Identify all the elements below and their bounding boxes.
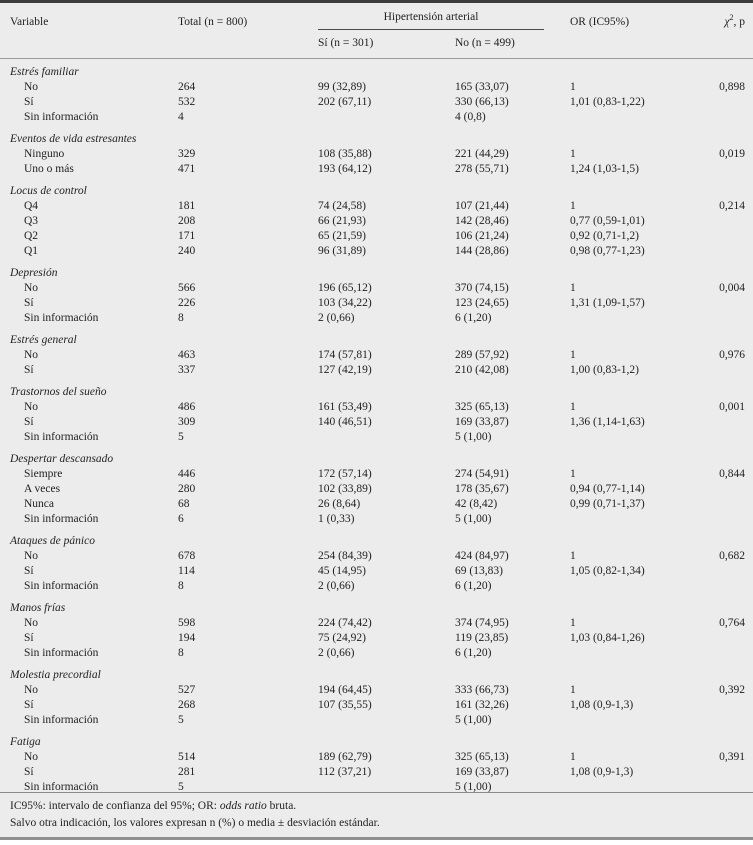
row-label: Q1 bbox=[24, 245, 39, 257]
cell-yes: 254 (84,39) bbox=[318, 550, 372, 562]
variable-section bbox=[10, 668, 745, 728]
cell-total: 281 bbox=[178, 766, 196, 778]
cell-yes: 172 (57,14) bbox=[318, 468, 372, 480]
header-row-2 bbox=[10, 30, 745, 58]
cell-total: 171 bbox=[178, 230, 196, 242]
cell-or: 1,08 (0,9-1,3) bbox=[570, 699, 634, 711]
cell-no: 69 (13,83) bbox=[455, 565, 503, 577]
cell-yes: 112 (37,21) bbox=[318, 766, 372, 778]
col-header-no: No (n = 499) bbox=[455, 37, 515, 49]
chi-symbol: χ bbox=[724, 16, 730, 28]
section-title: Manos frías bbox=[10, 602, 66, 614]
cell-p bbox=[690, 497, 745, 512]
cell-no: 5 (1,00) bbox=[455, 431, 492, 443]
row-label: No bbox=[24, 401, 39, 413]
row-label: No bbox=[24, 282, 39, 294]
row-label: Sin información bbox=[24, 580, 99, 592]
table-row bbox=[10, 482, 745, 497]
cell-p: 0,976 bbox=[719, 349, 745, 361]
row-label: Uno o más bbox=[24, 163, 74, 175]
table-row bbox=[10, 467, 745, 482]
row-label: Sin información bbox=[24, 513, 99, 525]
cell-p: 0,844 bbox=[719, 468, 745, 480]
table-row bbox=[10, 147, 745, 162]
row-label: Sin información bbox=[24, 714, 99, 726]
table-body bbox=[0, 59, 753, 792]
cell-no: 123 (24,65) bbox=[455, 297, 509, 309]
variable-section bbox=[10, 534, 745, 594]
cell-p: 0,392 bbox=[719, 684, 745, 696]
cell-total: 337 bbox=[178, 364, 196, 376]
section-title: Despertar descansado bbox=[10, 453, 114, 465]
cell-total: 309 bbox=[178, 416, 196, 428]
variable-section bbox=[10, 132, 745, 177]
table-row bbox=[10, 780, 745, 792]
table-row bbox=[10, 579, 745, 594]
cell-or: 1 bbox=[570, 282, 576, 294]
row-label: A veces bbox=[24, 483, 61, 495]
cell-or bbox=[570, 780, 690, 792]
row-label: Ninguno bbox=[24, 148, 65, 160]
cell-or: 1,05 (0,82-1,34) bbox=[570, 565, 645, 577]
cell-p: 0,001 bbox=[719, 401, 745, 413]
cell-p bbox=[690, 765, 745, 780]
cell-yes: 66 (21,93) bbox=[318, 215, 366, 227]
footnote-abbreviations bbox=[10, 798, 743, 815]
table-row bbox=[10, 646, 745, 661]
col-header-yes: Sí (n = 301) bbox=[318, 37, 374, 49]
row-label: Sin información bbox=[24, 312, 99, 324]
cell-total: 514 bbox=[178, 751, 196, 763]
cell-total: 678 bbox=[178, 550, 196, 562]
table-row bbox=[10, 683, 745, 698]
table-row bbox=[10, 296, 745, 311]
table-row bbox=[10, 214, 745, 229]
variable-section bbox=[10, 266, 745, 326]
cell-yes: 2 (0,66) bbox=[318, 580, 355, 592]
row-label: Q3 bbox=[24, 215, 39, 227]
cell-p: 0,391 bbox=[719, 751, 745, 763]
row-label: Q4 bbox=[24, 200, 39, 212]
cell-yes: 140 (46,51) bbox=[318, 416, 372, 428]
cell-yes bbox=[318, 430, 455, 445]
cell-no: 274 (54,91) bbox=[455, 468, 509, 480]
col-header-variable: Variable bbox=[10, 16, 49, 28]
cell-no: 6 (1,20) bbox=[455, 312, 492, 324]
row-label: Sí bbox=[24, 96, 34, 108]
cell-yes bbox=[318, 110, 455, 125]
cell-or bbox=[570, 713, 690, 728]
cell-or: 1 bbox=[570, 468, 576, 480]
cell-no: 178 (35,67) bbox=[455, 483, 509, 495]
cell-no: 5 (1,00) bbox=[455, 714, 492, 726]
cell-yes: 2 (0,66) bbox=[318, 312, 355, 324]
variable-section bbox=[10, 601, 745, 661]
cell-p: 0,004 bbox=[719, 282, 745, 294]
cell-p bbox=[690, 631, 745, 646]
cell-p bbox=[690, 780, 745, 792]
cell-p bbox=[690, 311, 745, 326]
row-label: No bbox=[24, 550, 39, 562]
cell-or: 1 bbox=[570, 349, 576, 361]
section-title: Trastornos del sueño bbox=[10, 386, 107, 398]
cell-p bbox=[690, 95, 745, 110]
table-row bbox=[10, 512, 745, 527]
cell-or: 1,08 (0,9-1,3) bbox=[570, 766, 634, 778]
cell-p: 0,764 bbox=[719, 617, 745, 629]
cell-or bbox=[570, 646, 690, 661]
cell-or: 1 bbox=[570, 148, 576, 160]
cell-yes: 99 (32,89) bbox=[318, 81, 366, 93]
cell-or bbox=[570, 512, 690, 527]
cell-total: 5 bbox=[178, 714, 184, 726]
cell-no: 42 (8,42) bbox=[455, 498, 498, 510]
cell-no: 325 (65,13) bbox=[455, 401, 509, 413]
cell-p bbox=[690, 110, 745, 125]
col-header-or: OR (IC95%) bbox=[570, 16, 630, 28]
cell-no: 374 (74,95) bbox=[455, 617, 509, 629]
section-title: Estrés familiar bbox=[10, 66, 79, 78]
cell-p bbox=[690, 415, 745, 430]
cell-or: 1 bbox=[570, 684, 576, 696]
table-row bbox=[10, 400, 745, 415]
cell-total: 4 bbox=[178, 111, 184, 123]
cell-or: 1 bbox=[570, 617, 576, 629]
cell-total: 527 bbox=[178, 684, 196, 696]
cell-no: 107 (21,44) bbox=[455, 200, 509, 212]
cell-or: 1,36 (1,14-1,63) bbox=[570, 416, 645, 428]
cell-or: 0,98 (0,77-1,23) bbox=[570, 245, 645, 257]
cell-or: 1 bbox=[570, 550, 576, 562]
variable-section bbox=[10, 184, 745, 259]
cell-yes: 2 (0,66) bbox=[318, 647, 355, 659]
cell-or: 1,24 (1,03-1,5) bbox=[570, 163, 639, 175]
cell-total: 463 bbox=[178, 349, 196, 361]
cell-yes: 26 (8,64) bbox=[318, 498, 361, 510]
chi-exponent: 2 bbox=[729, 13, 734, 23]
cell-no: 221 (44,29) bbox=[455, 148, 509, 160]
row-label: No bbox=[24, 81, 39, 93]
cell-or: 1 bbox=[570, 751, 576, 763]
cell-p bbox=[690, 244, 745, 259]
cell-no: 169 (33,87) bbox=[455, 416, 509, 428]
row-label: Sin información bbox=[24, 647, 99, 659]
table-row bbox=[10, 549, 745, 564]
table-row bbox=[10, 162, 745, 177]
cell-no: 161 (32,26) bbox=[455, 699, 509, 711]
table-row bbox=[10, 698, 745, 713]
row-label: Sin información bbox=[24, 431, 99, 443]
cell-no: 330 (66,13) bbox=[455, 96, 509, 108]
table-row bbox=[10, 311, 745, 326]
cell-no: 5 (1,00) bbox=[455, 513, 492, 525]
table-row bbox=[10, 363, 745, 378]
row-label: Sí bbox=[24, 766, 34, 778]
table-row bbox=[10, 564, 745, 579]
cell-yes: 45 (14,95) bbox=[318, 565, 366, 577]
variable-section bbox=[10, 333, 745, 378]
row-label: Sí bbox=[24, 699, 34, 711]
cell-total: 280 bbox=[178, 483, 196, 495]
footnote-values-note: Salvo otra indicación, los valores expresan n (%) o media ± desviación estándar. bbox=[10, 816, 380, 829]
row-label: Sí bbox=[24, 565, 34, 577]
cell-total: 446 bbox=[178, 468, 196, 480]
cell-p bbox=[690, 564, 745, 579]
cell-total: 8 bbox=[178, 647, 184, 659]
cell-yes: 193 (64,12) bbox=[318, 163, 372, 175]
cell-yes: 202 (67,11) bbox=[318, 96, 372, 108]
cell-yes: 194 (64,45) bbox=[318, 684, 372, 696]
col-header-chi-squared-p bbox=[690, 15, 745, 30]
cell-no: 325 (65,13) bbox=[455, 751, 509, 763]
cell-yes: 189 (62,79) bbox=[318, 751, 372, 763]
chi-tail: , p bbox=[733, 16, 745, 28]
variable-section bbox=[10, 385, 745, 445]
section-title: Estrés general bbox=[10, 334, 77, 346]
cell-total: 194 bbox=[178, 632, 196, 644]
cell-p bbox=[690, 482, 745, 497]
cell-yes: 108 (35,88) bbox=[318, 148, 372, 160]
row-label: No bbox=[24, 751, 39, 763]
table-row bbox=[10, 631, 745, 646]
cell-p bbox=[690, 646, 745, 661]
cell-yes bbox=[318, 713, 455, 728]
row-label: Sí bbox=[24, 297, 34, 309]
cell-or bbox=[570, 311, 690, 326]
row-label: Sin información bbox=[24, 111, 99, 123]
section-title: Eventos de vida estresantes bbox=[10, 133, 137, 145]
table-header bbox=[0, 3, 753, 59]
variable-section bbox=[10, 65, 745, 125]
header-spacer bbox=[10, 36, 178, 51]
cell-or: 0,94 (0,77-1,14) bbox=[570, 483, 645, 495]
variable-section bbox=[10, 735, 745, 792]
cell-or: 0,77 (0,59-1,01) bbox=[570, 215, 645, 227]
cell-p: 0,898 bbox=[719, 81, 745, 93]
row-label: Sí bbox=[24, 632, 34, 644]
cell-total: 598 bbox=[178, 617, 196, 629]
cell-no: 333 (66,73) bbox=[455, 684, 509, 696]
table-row bbox=[10, 750, 745, 765]
cell-yes: 1 (0,33) bbox=[318, 513, 355, 525]
cell-p bbox=[690, 162, 745, 177]
col-header-total: Total (n = 800) bbox=[178, 16, 248, 28]
cell-p bbox=[690, 363, 745, 378]
cell-total: 226 bbox=[178, 297, 196, 309]
cell-no: 289 (57,92) bbox=[455, 349, 509, 361]
cell-no: 424 (84,97) bbox=[455, 550, 509, 562]
cell-total: 5 bbox=[178, 431, 184, 443]
cell-total: 5 bbox=[178, 781, 184, 792]
cell-yes: 196 (65,12) bbox=[318, 282, 372, 294]
cell-yes: 107 (35,55) bbox=[318, 699, 372, 711]
cell-or bbox=[570, 110, 690, 125]
cell-or bbox=[570, 430, 690, 445]
cell-p bbox=[690, 214, 745, 229]
row-label: Sin información bbox=[24, 781, 99, 792]
row-label: Nunca bbox=[24, 498, 55, 510]
footnote-text: bruta. bbox=[266, 800, 297, 812]
row-label: Sí bbox=[24, 416, 34, 428]
cell-yes: 224 (74,42) bbox=[318, 617, 372, 629]
table-row bbox=[10, 80, 745, 95]
cell-total: 486 bbox=[178, 401, 196, 413]
cell-p bbox=[690, 229, 745, 244]
table-row bbox=[10, 430, 745, 445]
cell-yes: 96 (31,89) bbox=[318, 245, 366, 257]
table-row bbox=[10, 415, 745, 430]
table-row bbox=[10, 765, 745, 780]
cell-or: 1,01 (0,83-1,22) bbox=[570, 96, 645, 108]
table-row bbox=[10, 713, 745, 728]
table-footnotes bbox=[0, 792, 753, 837]
cell-total: 181 bbox=[178, 200, 196, 212]
footnote-text: IC95%: intervalo de confianza del 95%; OR: bbox=[10, 800, 220, 812]
section-title: Fatiga bbox=[10, 736, 41, 748]
cell-total: 532 bbox=[178, 96, 196, 108]
table-row bbox=[10, 229, 745, 244]
cell-or: 0,92 (0,71-1,2) bbox=[570, 230, 639, 242]
cell-yes: 103 (34,22) bbox=[318, 297, 372, 309]
cell-total: 114 bbox=[178, 565, 195, 577]
row-label: No bbox=[24, 684, 39, 696]
cell-or: 1 bbox=[570, 81, 576, 93]
table-row bbox=[10, 110, 745, 125]
cell-no: 142 (28,46) bbox=[455, 215, 509, 227]
cell-no: 6 (1,20) bbox=[455, 580, 492, 592]
cell-yes: 65 (21,59) bbox=[318, 230, 366, 242]
table-row bbox=[10, 497, 745, 512]
cell-total: 566 bbox=[178, 282, 196, 294]
cell-total: 6 bbox=[178, 513, 184, 525]
cell-no: 4 (0,8) bbox=[455, 111, 486, 123]
section-title: Ataques de pánico bbox=[10, 535, 95, 547]
section-title: Depresión bbox=[10, 267, 58, 279]
row-label: Q2 bbox=[24, 230, 39, 242]
col-header-hypertension-spanner: Hipertensión arterial bbox=[318, 10, 544, 30]
cell-no: 210 (42,08) bbox=[455, 364, 509, 376]
cell-no: 169 (33,87) bbox=[455, 766, 509, 778]
cell-or bbox=[570, 579, 690, 594]
cell-yes: 75 (24,92) bbox=[318, 632, 366, 644]
cell-no: 165 (33,07) bbox=[455, 81, 509, 93]
footnote-italic-term: odds ratio bbox=[219, 800, 267, 812]
cell-total: 264 bbox=[178, 81, 196, 93]
row-label: Sí bbox=[24, 364, 34, 376]
table-row bbox=[10, 95, 745, 110]
cell-yes: 174 (57,81) bbox=[318, 349, 372, 361]
cell-p bbox=[690, 698, 745, 713]
cell-no: 6 (1,20) bbox=[455, 647, 492, 659]
cell-no: 5 (1,00) bbox=[455, 781, 492, 792]
cell-p: 0,214 bbox=[719, 200, 745, 212]
cell-or: 0,99 (0,71-1,37) bbox=[570, 498, 645, 510]
header-row-1 bbox=[10, 10, 745, 30]
row-label: Siempre bbox=[24, 468, 63, 480]
cell-p bbox=[690, 296, 745, 311]
cell-or: 1,03 (0,84-1,26) bbox=[570, 632, 645, 644]
cell-or: 1,31 (1,09-1,57) bbox=[570, 297, 645, 309]
cell-yes: 74 (24,58) bbox=[318, 200, 366, 212]
cell-p bbox=[690, 713, 745, 728]
table-row bbox=[10, 348, 745, 363]
cell-p bbox=[690, 430, 745, 445]
variable-section bbox=[10, 452, 745, 527]
cell-total: 8 bbox=[178, 580, 184, 592]
cell-total: 8 bbox=[178, 312, 184, 324]
cell-total: 240 bbox=[178, 245, 196, 257]
cell-total: 268 bbox=[178, 699, 196, 711]
cell-total: 471 bbox=[178, 163, 196, 175]
cell-total: 68 bbox=[178, 498, 190, 510]
cell-total: 208 bbox=[178, 215, 196, 227]
row-label: No bbox=[24, 617, 39, 629]
cell-p bbox=[690, 579, 745, 594]
cell-no: 119 (23,85) bbox=[455, 632, 509, 644]
cell-or: 1,00 (0,83-1,2) bbox=[570, 364, 639, 376]
cell-p: 0,019 bbox=[719, 148, 745, 160]
cell-yes: 127 (42,19) bbox=[318, 364, 372, 376]
cell-yes bbox=[318, 780, 455, 792]
section-title: Locus de control bbox=[10, 185, 87, 197]
header-spacer bbox=[178, 36, 318, 51]
section-title: Molestia precordial bbox=[10, 669, 101, 681]
cell-or: 1 bbox=[570, 401, 576, 413]
table-row bbox=[10, 281, 745, 296]
cell-total: 329 bbox=[178, 148, 196, 160]
table-row bbox=[10, 616, 745, 631]
table-row bbox=[10, 199, 745, 214]
cell-p bbox=[690, 512, 745, 527]
table-row bbox=[10, 244, 745, 259]
header-spacer bbox=[690, 36, 745, 51]
cell-no: 370 (74,15) bbox=[455, 282, 509, 294]
cell-no: 278 (55,71) bbox=[455, 163, 509, 175]
cell-no: 106 (21,24) bbox=[455, 230, 509, 242]
cell-yes: 161 (53,49) bbox=[318, 401, 372, 413]
header-spacer bbox=[570, 36, 690, 51]
cell-or: 1 bbox=[570, 200, 576, 212]
cell-yes: 102 (33,89) bbox=[318, 483, 372, 495]
cell-no: 144 (28,86) bbox=[455, 245, 509, 257]
row-label: No bbox=[24, 349, 39, 361]
cell-p: 0,682 bbox=[719, 550, 745, 562]
